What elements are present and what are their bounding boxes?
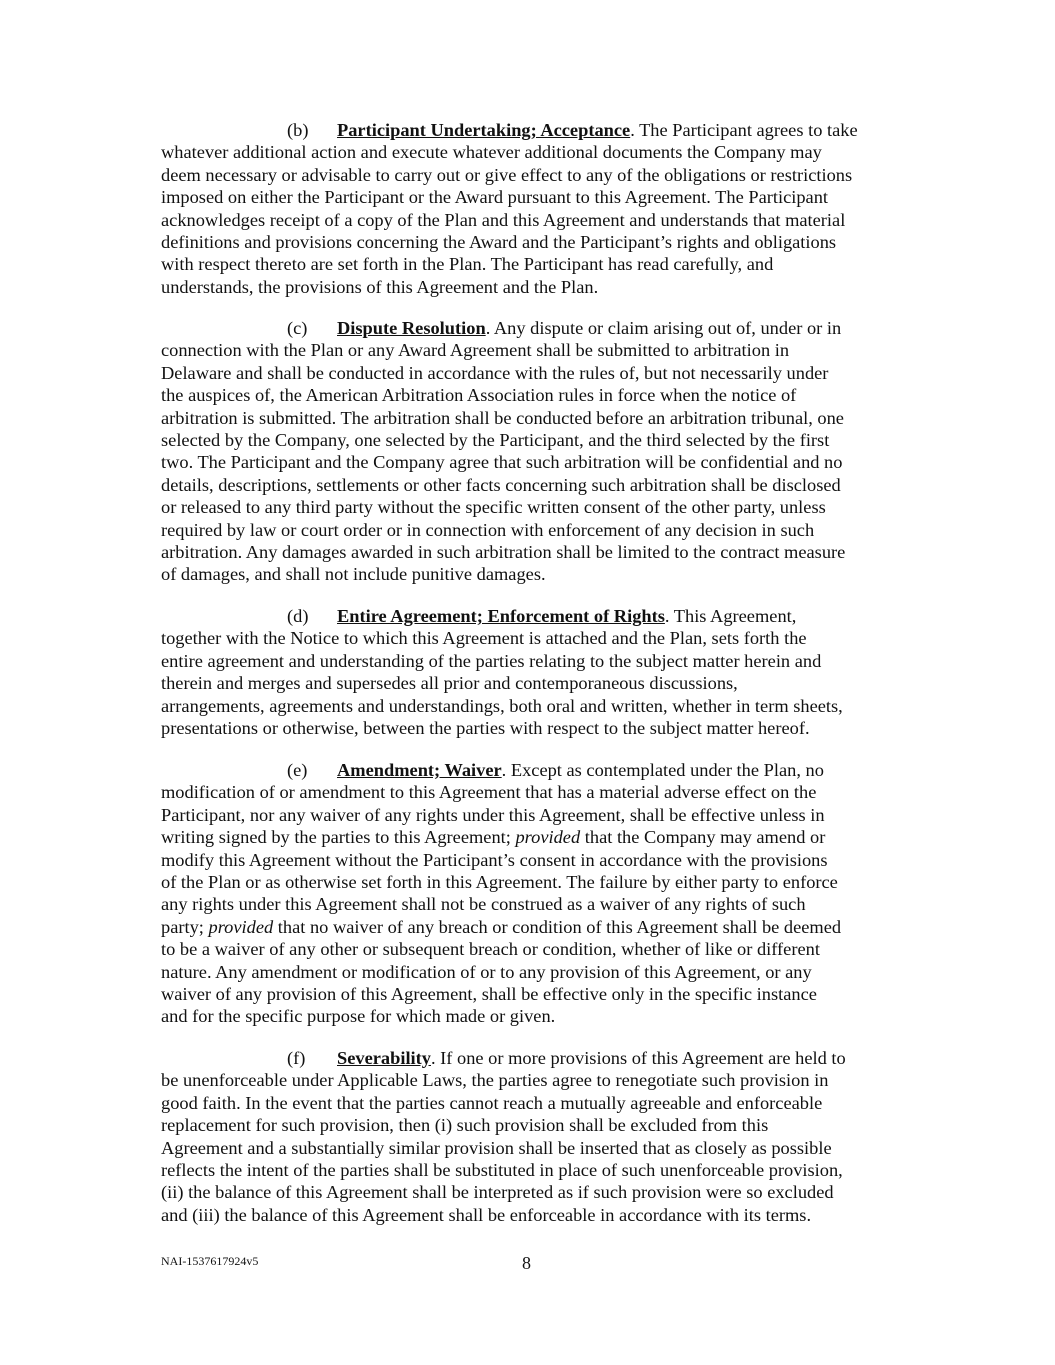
heading-continuation: . Any dispute or claim arising out of, under or in	[485, 318, 842, 338]
section-paragraph	[161, 119, 901, 298]
text-line: nature. Any amendment or modification of or to any provision of this Agreement, or any	[161, 961, 812, 982]
paragraph-first-line	[161, 119, 901, 141]
heading-continuation: . Except as contemplated under the Plan, no	[501, 760, 824, 780]
heading-continuation: . The Participant agrees to take	[630, 120, 858, 140]
text-line: Delaware and shall be conducted in accordance with the rules of, but not necessarily under	[161, 362, 829, 383]
text-line: of the Plan or as otherwise set forth in this Agreement. The failure by either party to enforce	[161, 871, 838, 892]
section-heading: Entire Agreement; Enforcement of Rights	[337, 606, 665, 626]
text-line: presentations or otherwise, between the parties with respect to the subject matter hereof.	[161, 717, 810, 738]
text-line: modify this Agreement without the Participant’s consent in accordance with the provisions	[161, 849, 828, 870]
text-line: arbitration is submitted. The arbitration shall be conducted before an arbitration tribunal, one	[161, 407, 844, 428]
page-number: 8	[522, 1253, 531, 1273]
text-line: definitions and provisions concerning the Award and the Participant’s rights and obligations	[161, 231, 837, 252]
text-line: be unenforceable under Applicable Laws, the parties agree to renegotiate such provision in	[161, 1070, 829, 1091]
text-line: reflects the intent of the parties shall be substituted in place of such unenforceable provision,	[161, 1159, 843, 1180]
paragraph-first-line	[161, 1047, 901, 1069]
section-paragraph	[161, 759, 901, 1028]
section-heading-line	[337, 759, 824, 781]
text-line: therein and merges and supersedes all prior and contemporaneous discussions,	[161, 673, 738, 694]
text-line: modification of or amendment to this Agreement that has a material adverse effect on the	[161, 782, 817, 803]
text-segment: party;	[161, 916, 209, 937]
text-line: selected by the Company, one selected by the Participant, and the third selected by the first	[161, 429, 830, 450]
text-line: and for the specific purpose for which made or given.	[161, 1006, 556, 1027]
section-paragraph	[161, 317, 901, 586]
text-line: required by law or court order or in connection with enforcement of any decision in such	[161, 519, 815, 540]
document-id: NAI-1537617924v5	[161, 1254, 259, 1268]
text-line	[161, 916, 901, 938]
text-line: (ii) the balance of this Agreement shall be interpreted as if such provision were so excluded	[161, 1182, 834, 1203]
text-line: details, descriptions, settlements or other facts concerning such arbitration shall be disclosed	[161, 474, 841, 495]
italic-term: provided	[515, 827, 581, 848]
heading-continuation: . If one or more provisions of this Agreement are held to	[430, 1048, 846, 1068]
text-line: of damages, and shall not include punitive damages.	[161, 564, 546, 585]
text-line: and (iii) the balance of this Agreement shall be enforceable in accordance with its terms.	[161, 1204, 812, 1225]
paragraph-first-line	[161, 317, 901, 339]
text-line: understands, the provisions of this Agreement and the Plan.	[161, 276, 599, 297]
text-line: acknowledges receipt of a copy of the Plan and this Agreement and understands that material	[161, 209, 846, 230]
text-line: to be a waiver of any other or subsequent breach or condition, whether of like or different	[161, 939, 820, 960]
text-line: together with the Notice to which this Agreement is attached and the Plan, sets forth the	[161, 628, 807, 649]
text-line: waiver of any provision of this Agreement, shall be effective only in the specific instance	[161, 983, 817, 1004]
section-paragraph	[161, 605, 901, 739]
text-line: Agreement and a substantially similar provision shall be inserted that as closely as possible	[161, 1137, 832, 1158]
italic-term: provided	[208, 916, 274, 937]
section-label: (d)	[287, 606, 309, 626]
section-heading-line	[337, 1047, 846, 1069]
text-line	[161, 826, 901, 848]
section-heading-line	[337, 605, 796, 627]
paragraph-first-line	[161, 759, 901, 781]
section-paragraph	[161, 1047, 901, 1226]
section-label: (c)	[287, 318, 308, 338]
text-line: Participant, nor any waiver of any rights under this Agreement, shall be effective unless in	[161, 804, 825, 825]
section-label: (e)	[287, 760, 308, 780]
heading-continuation: . This Agreement,	[664, 606, 797, 626]
text-line: replacement for such provision, then (i) such provision shall be excluded from this	[161, 1115, 769, 1136]
text-segment: writing signed by the parties to this Agreement;	[161, 827, 516, 848]
text-line: arrangements, agreements and understandings, both oral and written, whether in term sheets,	[161, 695, 843, 716]
text-line: with respect thereto are set forth in the Plan. The Participant has read carefully, and	[161, 254, 774, 275]
section-label: (b)	[287, 120, 309, 140]
section-heading: Dispute Resolution	[337, 318, 486, 338]
section-heading-line	[337, 119, 858, 141]
section-heading: Participant Undertaking; Acceptance	[337, 120, 631, 140]
text-line: imposed on either the Participant or the Award pursuant to this Agreement. The Participant	[161, 187, 829, 208]
text-line: deem necessary or advisable to carry out or give effect to any of the obligations or restrictions	[161, 164, 853, 185]
paragraph-first-line	[161, 605, 901, 627]
text-line: arbitration. Any damages awarded in such arbitration shall be limited to the contract measure	[161, 541, 846, 562]
text-line: the auspices of, the American Arbitration Association rules in force when the notice of	[161, 385, 797, 406]
text-line: entire agreement and understanding of the parties relating to the subject matter herein and	[161, 650, 822, 671]
text-segment: that the Company may amend or	[580, 827, 826, 848]
text-segment: that no waiver of any breach or condition of this Agreement shall be deemed	[273, 916, 842, 937]
text-line: good faith. In the event that the parties cannot reach a mutually agreeable and enforceable	[161, 1092, 823, 1113]
text-line: connection with the Plan or any Award Agreement shall be submitted to arbitration in	[161, 340, 790, 361]
section-heading-line	[337, 317, 841, 339]
section-label: (f)	[287, 1048, 306, 1068]
text-line: any rights under this Agreement shall not be construed as a waiver of any rights of such	[161, 894, 806, 915]
text-line: whatever additional action and execute whatever additional documents the Company may	[161, 142, 822, 163]
text-line: two. The Participant and the Company agree that such arbitration will be confidential and no	[161, 452, 843, 473]
section-heading: Amendment; Waiver	[337, 760, 502, 780]
section-heading: Severability	[337, 1048, 431, 1068]
text-line: or released to any third party without the specific written consent of the other party, unless	[161, 497, 826, 518]
